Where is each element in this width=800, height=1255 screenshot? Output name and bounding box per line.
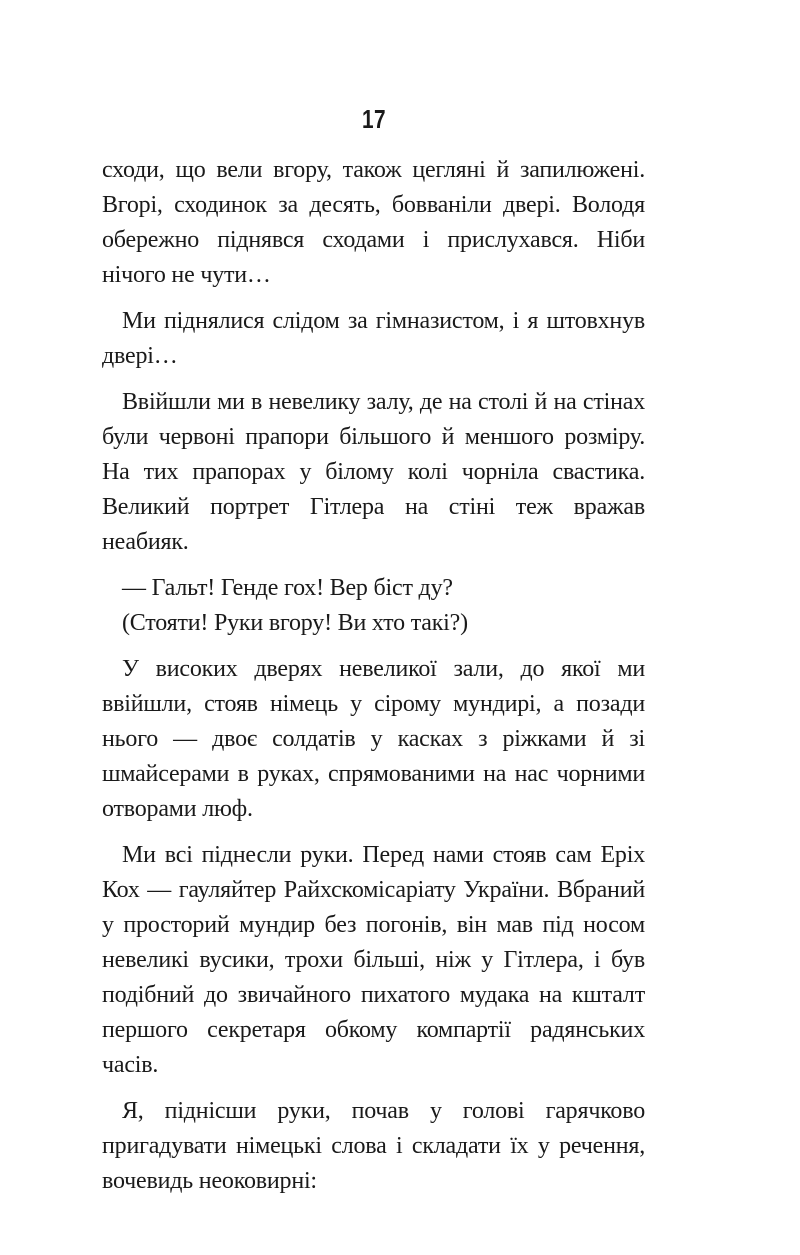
body-paragraph: Ввійшли ми в невелику залу, де на столі й на стінах були червоні прапори більшого й меншого розміру. На тих прапорах у білому колі чорніла свастика. Великий портрет Гітлера на стіні теж вражав неабияк. (102, 389, 645, 555)
translation-line: (Стояти! Руки вгору! Ви хто такі?) (122, 610, 468, 636)
body-paragraph: У високих дверях невеликої зали, до якої ми ввійшли, стояв німець у сірому мундирі, а позади нього — двоє солдатів у касках з ріжками й зі шмайсерами в руках, спрямованими на нас чорними отворами люф. (102, 656, 645, 822)
text-block (102, 153, 645, 1199)
body-paragraph: Ми піднялися слідом за гімназистом, і я штовхнув двері… (102, 308, 645, 369)
page-number: 17 (361, 104, 386, 134)
body-paragraph: Я, піднісши руки, почав у голові гарячково пригадувати німецькі слова і складати їх у речення, вочевидь неоковирні: (102, 1098, 645, 1194)
dialogue-line: — Гальт! Генде гох! Вер біст ду? (122, 575, 453, 601)
page-header (102, 106, 645, 137)
body-paragraph: сходи, що вели вгору, також цегляні й запилюжені. Вгорі, сходинок за десять, бовваніли двері. Володя обережно піднявся сходами і прислухався. Ніби нічого не чути… (102, 157, 645, 288)
body-paragraph: Ми всі піднесли руки. Перед нами стояв сам Еріх Кох — гауляйтер Райхскомісаріату України. Вбраний у просторий мундир без погонів, він мав під носом невеликі вусики, трохи більші, ніж у Гітлера, і був подібний до звичайного пихатого мудака на кшталт першого секретаря обкому компартії радянських часів. (102, 842, 645, 1078)
